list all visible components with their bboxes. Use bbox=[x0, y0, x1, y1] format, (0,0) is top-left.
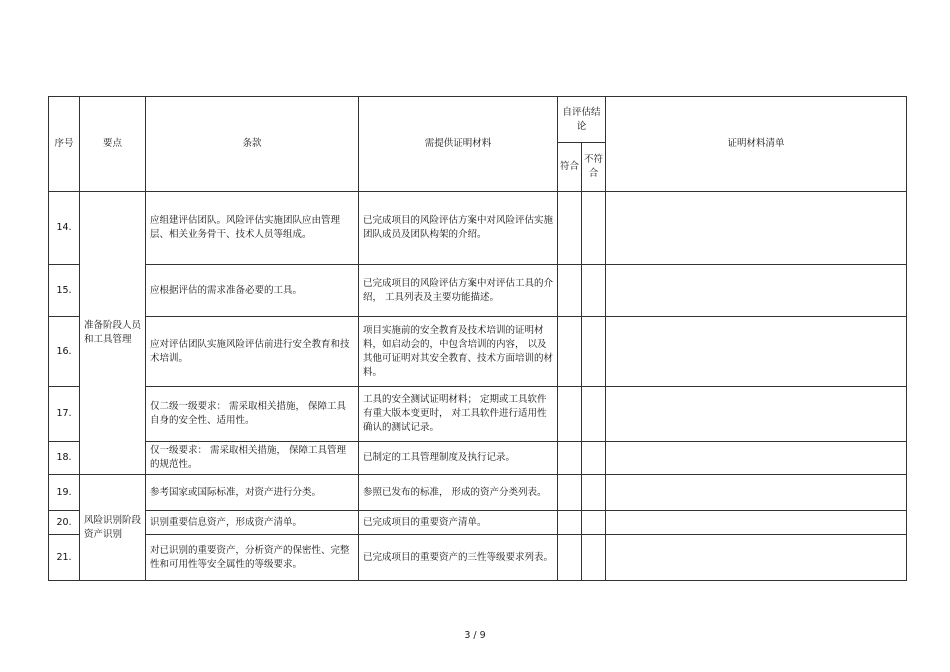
row-clause: 应根据评估的需求准备必要的工具。 bbox=[146, 265, 359, 317]
row-not-conform bbox=[582, 535, 606, 581]
row-evidence-list bbox=[606, 387, 907, 442]
row-not-conform bbox=[582, 511, 606, 535]
group-prep: 准备阶段人员和工具管理 bbox=[80, 192, 146, 475]
row-clause: 仅二级一级要求： 需采取相关措施， 保障工具自身的安全性、适用性。 bbox=[146, 387, 359, 442]
header-conform: 符合 bbox=[558, 143, 582, 192]
row-conform bbox=[558, 387, 582, 442]
table-row bbox=[49, 535, 907, 581]
table-row bbox=[49, 317, 907, 387]
row-evidence: 工具的安全测试证明材料； 定期或工具软件有重大版本变更时， 对工具软件进行适用性确认的测试记录。 bbox=[359, 387, 558, 442]
row-number: 14. bbox=[49, 192, 80, 265]
row-conform bbox=[558, 265, 582, 317]
header-seq: 序号 bbox=[49, 97, 80, 192]
row-evidence: 项目实施前的安全教育及技术培训的证明材料，如启动会的，中包含培训的内容， 以及其他可证明对其安全教育、技术方面培训的材料。 bbox=[359, 317, 558, 387]
row-evidence-list bbox=[606, 535, 907, 581]
row-not-conform bbox=[582, 442, 606, 475]
table-row bbox=[49, 475, 907, 511]
row-evidence-list bbox=[606, 442, 907, 475]
row-not-conform bbox=[582, 475, 606, 511]
table-row bbox=[49, 265, 907, 317]
row-evidence: 已完成项目的风险评估方案中对评估工具的介绍， 工具列表及主要功能描述。 bbox=[359, 265, 558, 317]
row-not-conform bbox=[582, 317, 606, 387]
table-row bbox=[49, 442, 907, 475]
header-key-point: 要点 bbox=[80, 97, 146, 192]
row-evidence: 已完成项目的重要资产的三性等级要求列表。 bbox=[359, 535, 558, 581]
row-conform bbox=[558, 442, 582, 475]
row-number: 16. bbox=[49, 317, 80, 387]
row-evidence-list bbox=[606, 265, 907, 317]
row-clause: 仅一级要求： 需采取相关措施， 保障工具管理的规范性。 bbox=[146, 442, 359, 475]
row-number: 19. bbox=[49, 475, 80, 511]
row-evidence-list bbox=[606, 317, 907, 387]
row-evidence-list bbox=[606, 192, 907, 265]
page-number: 3 / 9 bbox=[464, 630, 486, 641]
row-not-conform bbox=[582, 265, 606, 317]
header-evidence-required: 需提供证明材料 bbox=[359, 97, 558, 192]
row-evidence: 已完成项目的风险评估方案中对风险评估实施团队成员及团队构架的介绍。 bbox=[359, 192, 558, 265]
table-row bbox=[49, 387, 907, 442]
row-number: 20. bbox=[49, 511, 80, 535]
row-clause: 对已识别的重要资产，分析资产的保密性、完整性和可用性等安全属性的等级要求。 bbox=[146, 535, 359, 581]
group-identify: 风险识别阶段资产识别 bbox=[80, 475, 146, 581]
row-evidence-list bbox=[606, 475, 907, 511]
table-row bbox=[49, 192, 907, 265]
row-number: 17. bbox=[49, 387, 80, 442]
row-evidence: 已完成项目的重要资产清单。 bbox=[359, 511, 558, 535]
row-evidence-list bbox=[606, 511, 907, 535]
row-clause: 识别重要信息资产，形成资产清单。 bbox=[146, 511, 359, 535]
row-conform bbox=[558, 511, 582, 535]
row-conform bbox=[558, 192, 582, 265]
row-clause: 应组建评估团队。风险评估实施团队应由管理层、相关业务骨干、技术人员等组成。 bbox=[146, 192, 359, 265]
row-evidence: 已制定的工具管理制度及执行记录。 bbox=[359, 442, 558, 475]
header-evidence-list: 证明材料清单 bbox=[606, 97, 907, 192]
row-clause: 应对评估团队实施风险评估前进行安全教育和技术培训。 bbox=[146, 317, 359, 387]
row-number: 21. bbox=[49, 535, 80, 581]
row-not-conform bbox=[582, 192, 606, 265]
row-conform bbox=[558, 475, 582, 511]
table-row bbox=[49, 511, 907, 535]
row-conform bbox=[558, 317, 582, 387]
row-not-conform bbox=[582, 387, 606, 442]
header-row-1 bbox=[49, 97, 907, 143]
row-conform bbox=[558, 535, 582, 581]
row-number: 15. bbox=[49, 265, 80, 317]
row-evidence: 参照已发布的标准， 形成的资产分类列表。 bbox=[359, 475, 558, 511]
row-clause: 参考国家或国际标准，对资产进行分类。 bbox=[146, 475, 359, 511]
header-self-assess: 自评估结论 bbox=[558, 97, 606, 143]
header-clause: 条款 bbox=[146, 97, 359, 192]
row-number: 18. bbox=[49, 442, 80, 475]
assessment-table bbox=[48, 96, 907, 581]
header-not-conform: 不符合 bbox=[582, 143, 606, 192]
